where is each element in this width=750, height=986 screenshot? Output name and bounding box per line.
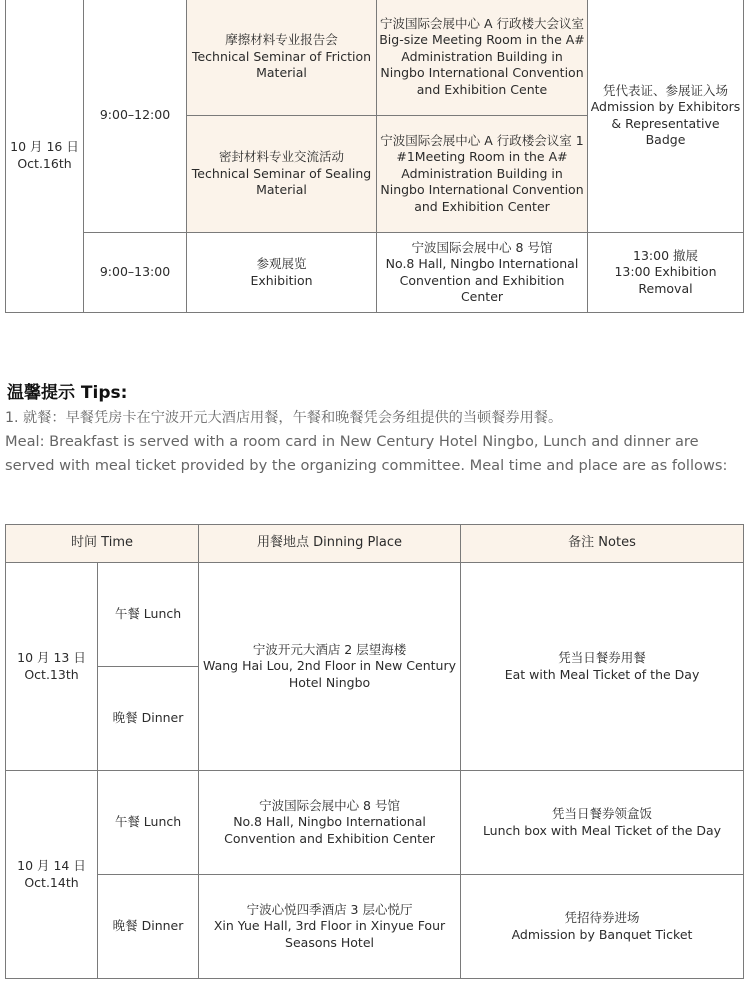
- meal-note-en: Admission by Banquet Ticket: [511, 926, 693, 942]
- venue-cell: [377, 233, 588, 313]
- meal-note-cell: [461, 563, 744, 771]
- schedule-time-1: 9:00–12:00: [99, 107, 171, 123]
- tips-title: 温馨提示 Tips:: [7, 383, 128, 403]
- activity-cell: [187, 0, 377, 116]
- venue-zh: 宁波国际会展中心 A 行政楼会议室 1: [380, 132, 584, 148]
- meal-note-en: Eat with Meal Ticket of the Day: [504, 666, 700, 682]
- note-cell: [588, 233, 744, 313]
- activity-zh: 摩擦材料专业报告会: [225, 32, 338, 48]
- meal-place-zh: 宁波开元大酒店 2 层望海楼: [252, 641, 407, 657]
- note-en: Admission by Exhibitors & Representative Badge: [590, 99, 741, 147]
- meal-place-cell: [199, 875, 461, 979]
- tips-meal-en: Meal: Breakfast is served with a room card in New Century Hotel Ningbo, Lunch and dinner are served with meal ticket provided by the organizing committee. Meal time and place are as follows:: [5, 433, 728, 474]
- activity-cell: [187, 116, 377, 233]
- meal-date-zh: 10 月 13 日: [17, 650, 86, 665]
- meal-place-zh: 宁波国际会展中心 8 号馆: [259, 797, 400, 813]
- schedule-time-cell: [84, 0, 187, 233]
- activity-en: Technical Seminar of Friction Material: [191, 48, 372, 81]
- meal-date-cell: [6, 563, 98, 771]
- meal-place-cell: [199, 563, 461, 771]
- meal-place-cell: [199, 771, 461, 875]
- tips-body: [5, 406, 745, 478]
- activity-cell: [187, 233, 377, 313]
- schedule-date-en: Oct.16th: [17, 155, 72, 171]
- meal-place-en: Xin Yue Hall, 3rd Floor in Xinyue Four Seasons Hotel: [213, 918, 446, 950]
- meal-note-zh: 凭招待券进场: [564, 910, 640, 925]
- schedule-time-cell: [84, 233, 187, 313]
- meal-note-zh: 凭当日餐券用餐: [558, 650, 646, 665]
- meal-place-en: No.8 Hall, Ningbo International Convention and Exhibition Center: [224, 814, 435, 846]
- meal-note-zh: 凭当日餐券领盒饭: [552, 806, 653, 821]
- venue-zh: 宁波国际会展中心 A 行政楼大会议室: [380, 15, 584, 31]
- meal-date-cell: [6, 771, 98, 979]
- header-time: 时间 Time: [6, 525, 199, 563]
- note-zh: 凭代表证、参展证入场: [602, 82, 728, 98]
- meal-place-zh: 宁波心悦四季酒店 3 层心悦厅: [246, 901, 413, 917]
- meal-type-dinner: 晚餐 Dinner: [98, 667, 199, 771]
- activity-zh: 参观展览: [256, 256, 307, 271]
- venue-en: Big-size Meeting Room in the A# Administration Building in Ningbo International Convention and Exhibition Cente: [379, 32, 585, 97]
- venue-en: #1Meeting Room in the A# Administration Building in Ningbo International Convention and Exhibition Center: [380, 149, 584, 214]
- activity-en: Technical Seminar of Sealing Material: [191, 165, 372, 198]
- meal-note-cell: [461, 875, 744, 979]
- meal-table: [5, 524, 744, 979]
- schedule-table: [5, 0, 744, 313]
- header-place: 用餐地点 Dinning Place: [199, 525, 461, 563]
- note-zh: 13:00 撤展: [633, 247, 698, 263]
- meal-date-zh: 10 月 14 日: [17, 858, 86, 873]
- meal-note-en: Lunch box with Meal Ticket of the Day: [482, 822, 722, 838]
- tips-meal-zh: 1. 就餐：早餐凭房卡在宁波开元大酒店用餐，午餐和晚餐凭会务组提供的当顿餐券用餐。: [5, 410, 563, 426]
- schedule-date-zh: 10 月 16 日: [10, 139, 79, 154]
- meal-note-cell: [461, 771, 744, 875]
- meal-type-dinner: 晚餐 Dinner: [98, 875, 199, 979]
- meal-type-lunch: 午餐 Lunch: [98, 563, 199, 667]
- venue-en: No.8 Hall, Ningbo International Convention and Exhibition Center: [385, 256, 579, 304]
- meal-place-en: Wang Hai Lou, 2nd Floor in New Century Hotel Ningbo: [203, 658, 456, 690]
- meal-date-en: Oct.13th: [24, 666, 79, 682]
- activity-zh: 密封材料专业交流活动: [218, 149, 344, 165]
- header-notes: 备注 Notes: [461, 525, 744, 563]
- meal-date-en: Oct.14th: [24, 874, 79, 890]
- venue-cell: [377, 0, 588, 116]
- schedule-date-cell: [6, 0, 84, 313]
- meal-type-lunch: 午餐 Lunch: [98, 771, 199, 875]
- venue-cell: [377, 116, 588, 233]
- note-en: 13:00 Exhibition Removal: [614, 264, 717, 296]
- activity-en: Exhibition: [250, 272, 313, 288]
- venue-zh: 宁波国际会展中心 8 号馆: [411, 239, 553, 255]
- note-cell: [588, 0, 744, 233]
- schedule-time-2: 9:00–13:00: [99, 264, 171, 280]
